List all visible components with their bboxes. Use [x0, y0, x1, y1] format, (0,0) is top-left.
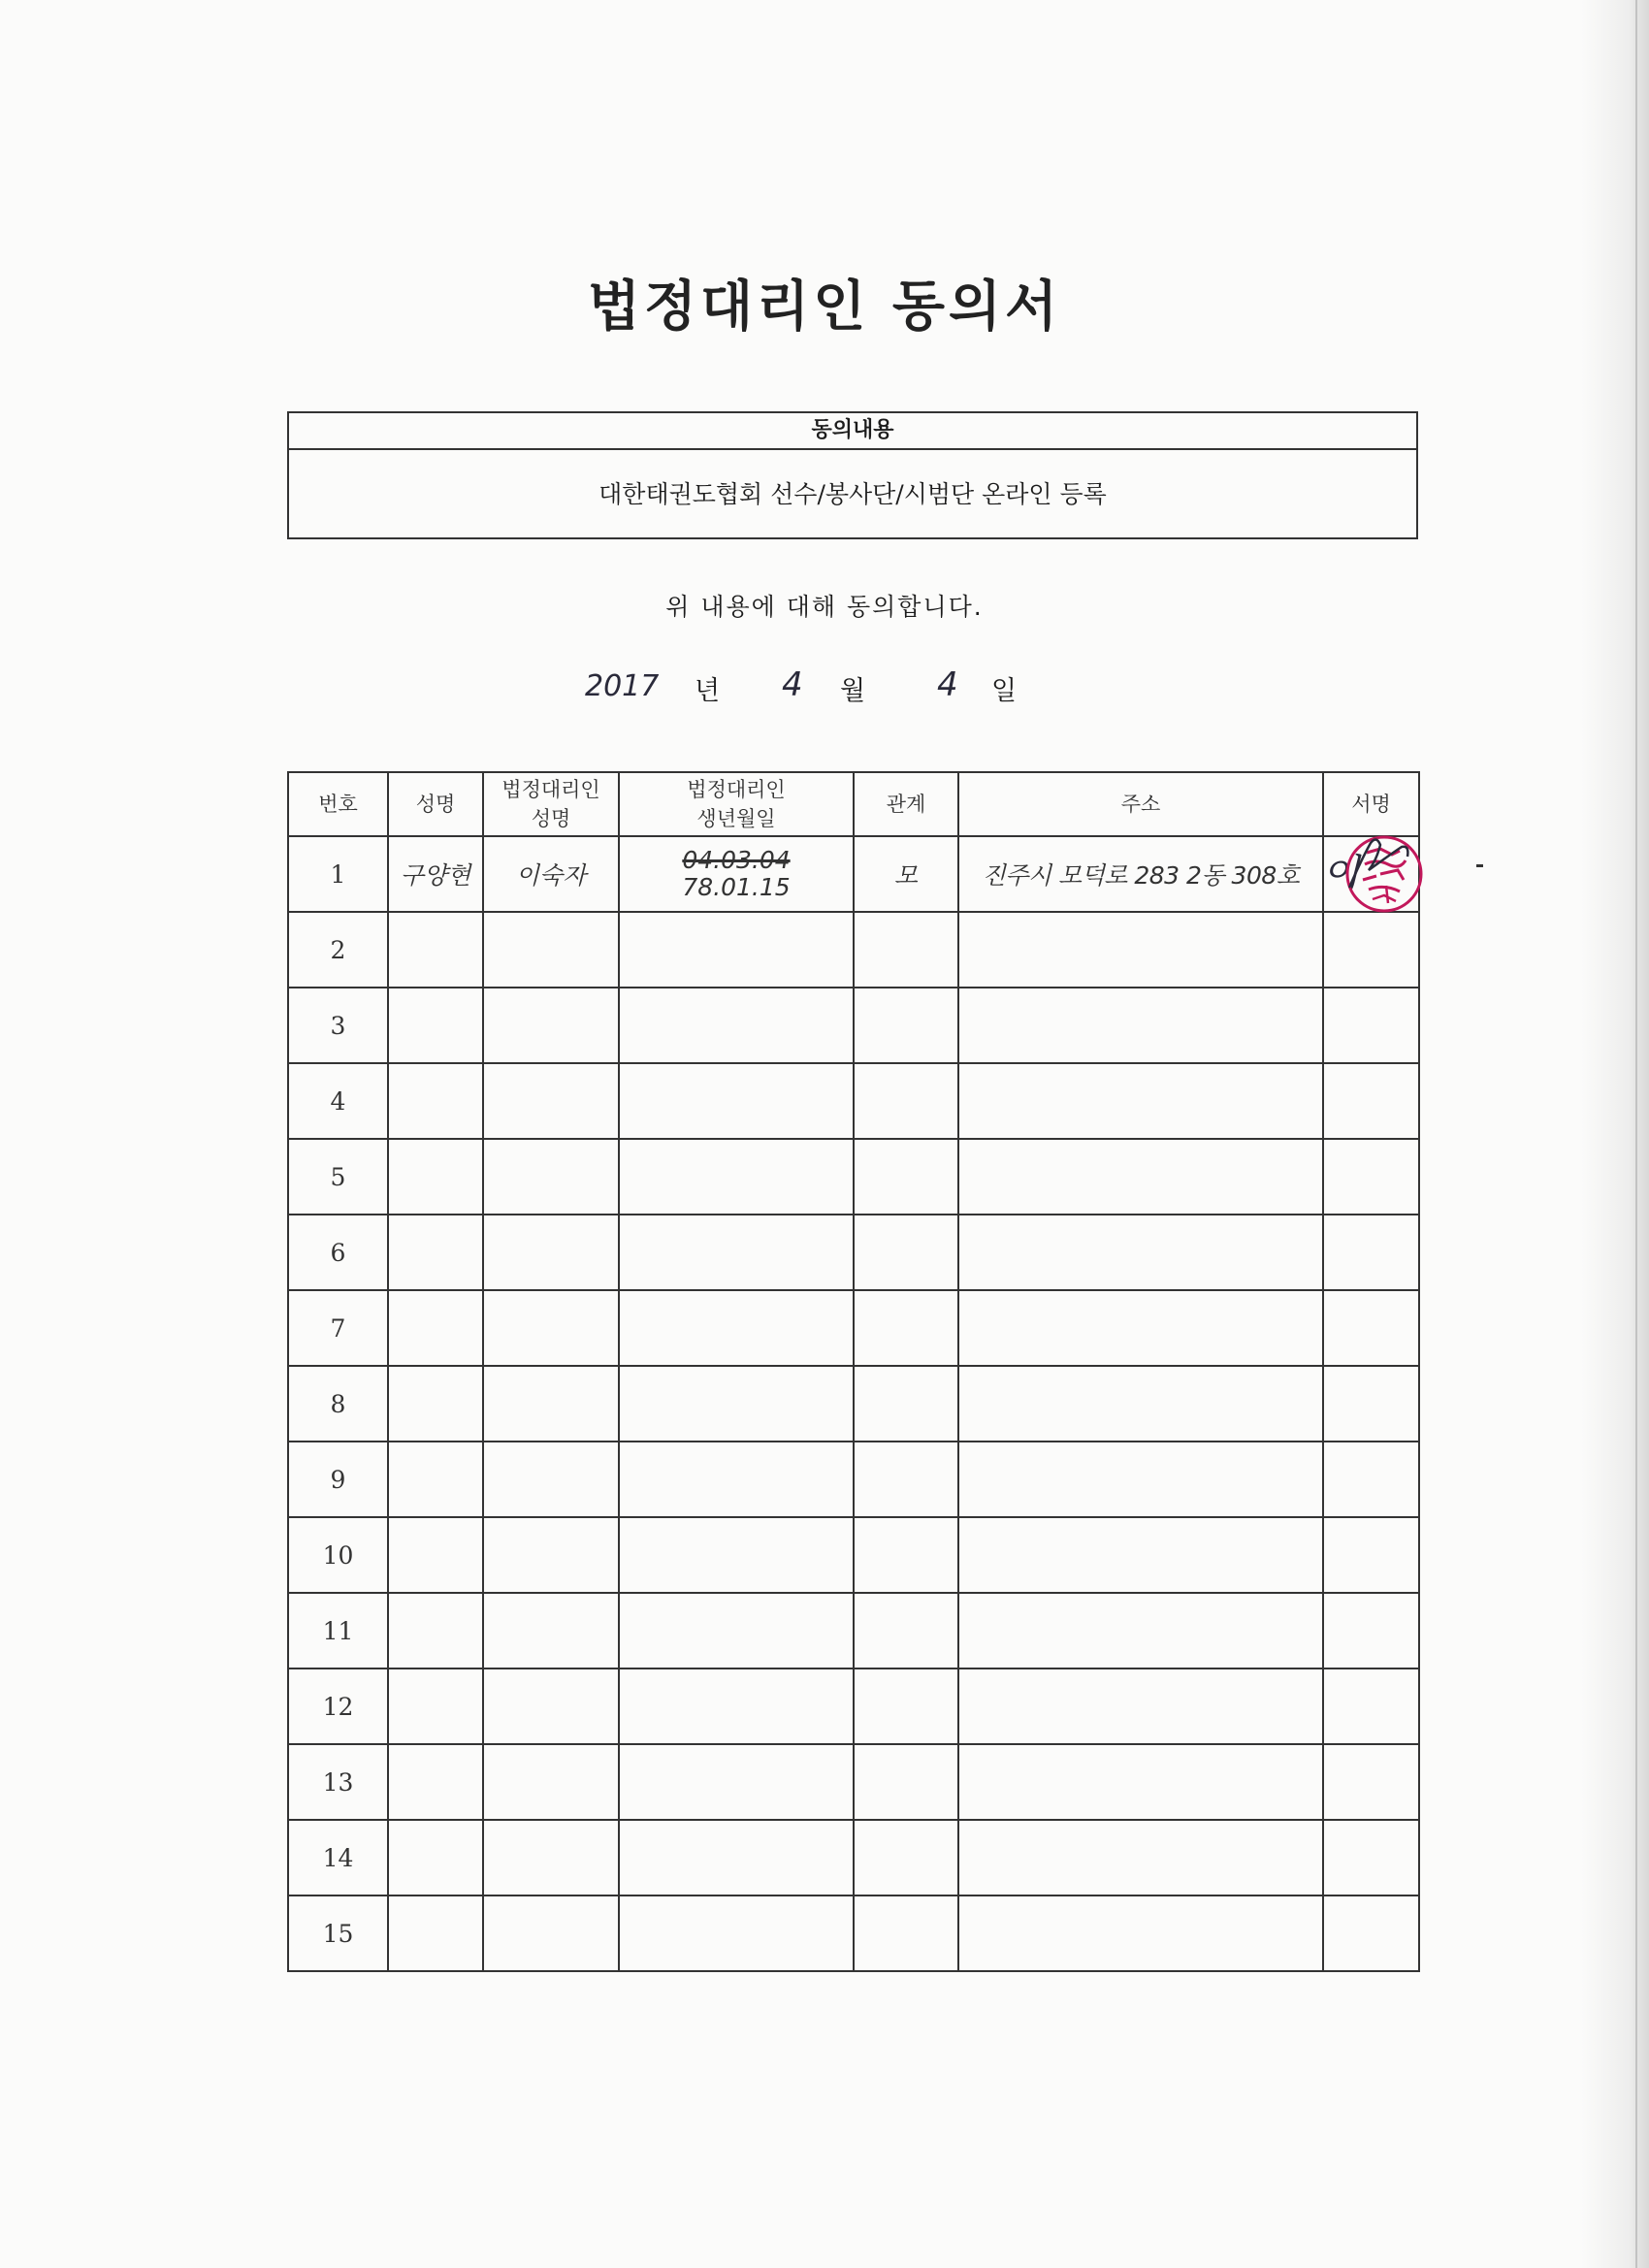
cell-name: 구양현 — [388, 836, 483, 912]
row-number: 10 — [288, 1517, 388, 1593]
table-row — [288, 1139, 1419, 1215]
cell-address: 진주시 모덕로 283 2동 308호 — [958, 836, 1323, 912]
row-number: 14 — [288, 1820, 388, 1895]
table-row — [288, 1744, 1419, 1820]
row-number: 6 — [288, 1215, 388, 1290]
seal-mark-2 — [1363, 870, 1404, 891]
table-row — [288, 1820, 1419, 1895]
table-row — [288, 1669, 1419, 1744]
table-row — [288, 1895, 1419, 1971]
header-guardian-birth: 법정대리인 생년월일 — [619, 772, 854, 836]
header-guardian-name: 법정대리인 성명 — [483, 772, 619, 836]
table-row — [288, 1366, 1419, 1442]
consent-box — [287, 411, 1418, 539]
table-row — [288, 1063, 1419, 1139]
row-number: 4 — [288, 1063, 388, 1139]
date-day: 4 — [937, 665, 958, 704]
date-day-unit: 일 — [991, 676, 1018, 706]
header-name: 성명 — [388, 772, 483, 836]
table-row — [288, 1517, 1419, 1593]
date-year: 2017 — [585, 669, 660, 703]
date-month-unit: 월 — [840, 676, 866, 706]
cell-guardian-birth — [619, 836, 854, 912]
table-row — [288, 1215, 1419, 1290]
stray-pen-mark — [1476, 864, 1483, 867]
header-no: 번호 — [288, 772, 388, 836]
header-relation: 관계 — [854, 772, 958, 836]
table-row — [288, 1442, 1419, 1517]
birth-values — [620, 847, 853, 901]
row-number: 2 — [288, 912, 388, 988]
birth-value: 78.01.15 — [682, 873, 791, 901]
table-row — [288, 1290, 1419, 1366]
table-row — [288, 836, 1419, 912]
date-month: 4 — [782, 665, 803, 704]
row-number: 3 — [288, 988, 388, 1063]
row-number: 15 — [288, 1895, 388, 1971]
table-row — [288, 1593, 1419, 1669]
row-number: 13 — [288, 1744, 388, 1820]
cell-guardian-name: 이숙자 — [483, 836, 619, 912]
row-number: 7 — [288, 1290, 388, 1366]
cell-signature — [1323, 836, 1419, 912]
table-header-row — [288, 772, 1419, 836]
document-title: 법정대리인 동의서 — [587, 275, 1062, 339]
row-number: 8 — [288, 1366, 388, 1442]
birth-struck-value: 04.03.04 — [682, 846, 791, 874]
red-seal-stamp — [1342, 831, 1423, 919]
table-row — [288, 988, 1419, 1063]
row-number: 5 — [288, 1139, 388, 1215]
header-address: 주소 — [958, 772, 1323, 836]
date-year-unit: 년 — [695, 676, 721, 706]
agree-statement: 위 내용에 대해 동의합니다. — [665, 593, 984, 621]
row-number: 1 — [288, 836, 388, 912]
guardian-table — [287, 771, 1420, 1972]
row-number: 12 — [288, 1669, 388, 1744]
header-signature: 서명 — [1323, 772, 1419, 836]
table-row — [288, 912, 1419, 988]
handwritten-signature: 이 — [1322, 852, 1360, 896]
cell-relation: 모 — [854, 836, 958, 912]
row-number: 11 — [288, 1593, 388, 1669]
consent-content: 대한태권도협회 선수/봉사단/시범단 온라인 등록 — [598, 480, 1107, 508]
row-number: 9 — [288, 1442, 388, 1517]
consent-header: 동의내용 — [289, 413, 1416, 450]
